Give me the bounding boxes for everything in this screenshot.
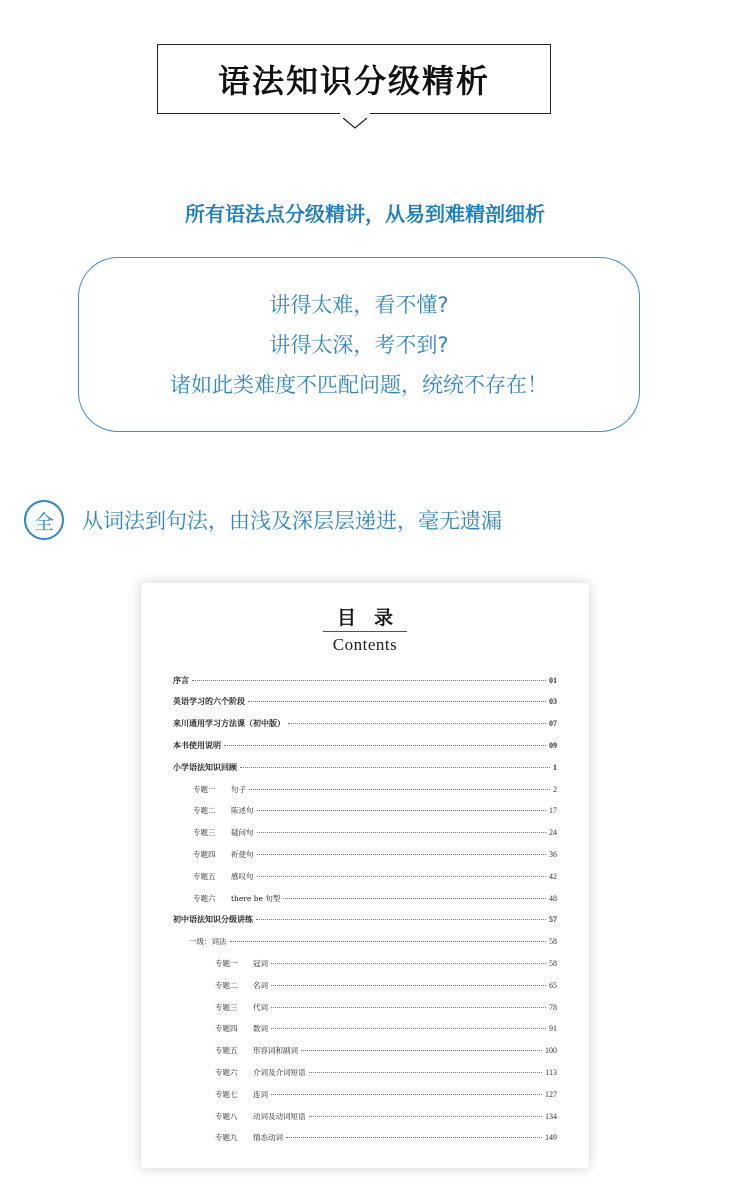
toc-title: 目录 [336, 607, 411, 629]
toc-leader-dots [288, 723, 546, 724]
toc-entry-text: there be 句型 [231, 893, 281, 903]
toc-leader-dots [271, 963, 546, 964]
toc-entry-label [215, 958, 268, 969]
toc-entry-label [215, 1002, 268, 1013]
toc-entry-text: 动词及动词短语 [253, 1111, 306, 1121]
toc-entry-text: 感叹句 [231, 871, 254, 881]
toc-entry-label [215, 1023, 268, 1034]
toc-entry-text: 小学语法知识回顾 [173, 762, 237, 772]
chevron-down-icon [340, 106, 370, 130]
toc-entry [215, 1065, 557, 1079]
toc-entry-text: 冠词 [253, 958, 268, 968]
toc-entry-label [193, 827, 254, 838]
toc-entry-text: 英语学习的六个阶段 [173, 697, 245, 707]
toc-entry-text: 介词及介词短语 [253, 1067, 306, 1077]
toc-entry [215, 1087, 557, 1101]
toc-entry-page: 42 [549, 871, 557, 881]
toc-leader-dots [257, 876, 547, 877]
toc-entry-page: 113 [545, 1067, 557, 1077]
toc-leader-dots [286, 1137, 542, 1138]
toc-entry-number: 专题七 [215, 1089, 238, 1099]
toc-entry-number: 专题二 [193, 806, 216, 816]
toc-leader-dots [240, 767, 550, 768]
toc-page-image [141, 583, 589, 1168]
toc-entry-number: 专题五 [193, 871, 216, 881]
toc-leader-dots [301, 1050, 542, 1051]
toc-leader-dots [257, 854, 547, 855]
toc-entry [215, 1131, 557, 1145]
toc-entry-text: 情态动词 [253, 1133, 283, 1143]
toc-entry-text: 来川通用学习方法课（初中版） [173, 719, 285, 729]
toc-leader-dots [257, 832, 547, 833]
toc-entry [173, 913, 557, 927]
toc-entry-text: 形容词和副词 [253, 1046, 298, 1056]
toc-entry-page: 07 [549, 719, 557, 729]
toc-entry-text: 名词 [253, 980, 268, 990]
quote-box [78, 257, 640, 432]
toc-entry-page: 01 [549, 675, 557, 685]
toc-leader-dots [224, 745, 546, 746]
toc-entry-label [173, 762, 237, 773]
toc-entry-number: 专题六 [215, 1067, 238, 1077]
toc-entry-text: 数词 [253, 1024, 268, 1034]
toc-entry-text: 陈述句 [231, 806, 254, 816]
toc-entry-page: 24 [549, 828, 557, 838]
quote-line: 讲得太深，考不到? [269, 332, 449, 357]
toc-entry-text: 连词 [253, 1089, 268, 1099]
toc-entry-label [193, 805, 254, 816]
toc-entry-page: 1 [553, 762, 557, 772]
toc-entry-text: 序言 [173, 675, 189, 685]
section-title: 语法知识分级精析 [217, 62, 490, 100]
quote-line: 讲得太难，看不懂? [269, 292, 449, 317]
feature-point [24, 497, 502, 543]
toc-entry [215, 956, 557, 970]
toc-leader-dots [271, 1094, 542, 1095]
toc-entry-label [173, 675, 189, 686]
toc-entry [173, 760, 557, 774]
toc-leader-dots [283, 898, 546, 899]
toc-entry-label [215, 1045, 298, 1056]
toc-entry [215, 1000, 557, 1014]
toc-entry-page: 09 [549, 740, 557, 750]
toc-entry-text: 初中语法知识分级讲练 [173, 915, 253, 925]
toc-entry-page: 03 [549, 697, 557, 707]
toc-entry-page: 36 [549, 849, 557, 859]
toc-entry-number: 专题一 [215, 958, 238, 968]
toc-entry-number: 专题一 [193, 784, 216, 794]
toc-entry [193, 869, 557, 883]
toc-entry-page: 2 [553, 784, 557, 794]
toc-entry-number: 专题四 [193, 849, 216, 859]
toc-entry-label [173, 696, 245, 707]
circle-badge-icon: 全 [24, 500, 64, 540]
toc-entry-page: 65 [549, 980, 557, 990]
toc-entry-label [215, 1132, 283, 1143]
toc-entry-label [193, 893, 280, 904]
toc-entry [173, 695, 557, 709]
toc-leader-dots [271, 1007, 546, 1008]
toc-leader-dots [192, 680, 546, 681]
toc-entry-page: 100 [545, 1046, 557, 1056]
toc-entry-page: 58 [549, 958, 557, 968]
toc-entry-text: 疑问句 [231, 828, 254, 838]
toc-entry-text: 祈使句 [231, 849, 254, 859]
toc-entry-label [173, 740, 221, 751]
toc-entry-page: 127 [545, 1089, 557, 1099]
toc-entry-label [173, 718, 285, 729]
toc-leader-dots [249, 789, 550, 790]
toc-entry-label [215, 1111, 306, 1122]
toc-entry [215, 978, 557, 992]
toc-entry-number: 专题二 [215, 980, 238, 990]
toc-entry-page: 17 [549, 806, 557, 816]
section-subtitle: 所有语法点分级精讲，从易到难精剖细析 [185, 202, 545, 226]
toc-entry [193, 782, 557, 796]
quote-line: 诸如此类难度不匹配问题，统统不存在！ [170, 372, 548, 397]
toc-leader-dots [309, 1116, 543, 1117]
toc-entry [215, 1044, 557, 1058]
toc-entry-page: 78 [549, 1002, 557, 1012]
toc-entry [173, 673, 557, 687]
toc-entry-page: 58 [549, 937, 557, 947]
toc-entry-page: 91 [549, 1024, 557, 1034]
toc-leader-dots [256, 919, 546, 920]
toc-entry-text: 本书使用说明 [173, 740, 221, 750]
toc-entry-page: 57 [549, 915, 557, 925]
toc-leader-dots [257, 810, 547, 811]
toc-entry [189, 935, 557, 949]
toc-subtitle: Contents [332, 635, 398, 654]
toc-entry-label [193, 871, 254, 882]
section-title-box [157, 44, 551, 114]
toc-entry-page: 149 [545, 1133, 557, 1143]
toc-entry [193, 847, 557, 861]
toc-entry [193, 891, 557, 905]
toc-entry-number: 专题四 [215, 1024, 238, 1034]
toc-divider [323, 631, 407, 632]
toc-entry-label [173, 914, 253, 925]
toc-entry-label [215, 980, 268, 991]
toc-entry [193, 826, 557, 840]
toc-entry-text: 一级：词法 [189, 937, 227, 947]
toc-entry-page: 48 [549, 893, 557, 903]
toc-leader-dots [271, 1028, 546, 1029]
toc-leader-dots [248, 701, 546, 702]
toc-entry [215, 1022, 557, 1036]
toc-entry-label [215, 1067, 306, 1078]
toc-entry-label [193, 849, 254, 860]
toc-entry [173, 717, 557, 731]
toc-entry-page: 134 [545, 1111, 557, 1121]
toc-entry-number: 专题五 [215, 1046, 238, 1056]
toc-entry-number: 专题三 [215, 1002, 238, 1012]
toc-entry-label [193, 784, 246, 795]
toc-entry [193, 804, 557, 818]
toc-entry-text: 代词 [253, 1002, 268, 1012]
toc-entry [173, 738, 557, 752]
toc-leader-dots [271, 985, 546, 986]
toc-entry-number: 专题六 [193, 893, 216, 903]
feature-text: 从词法到句法，由浅及深层层递进，毫无遗漏 [82, 509, 502, 533]
toc-leader-dots [309, 1072, 543, 1073]
toc-entry-text: 句子 [231, 784, 246, 794]
toc-entry-number: 专题三 [193, 828, 216, 838]
toc-entry-number: 专题九 [215, 1133, 238, 1143]
toc-entry-label [215, 1089, 268, 1100]
toc-leader-dots [230, 941, 547, 942]
toc-entry [215, 1109, 557, 1123]
toc-entry-label [189, 936, 227, 947]
toc-entry-number: 专题八 [215, 1111, 238, 1121]
